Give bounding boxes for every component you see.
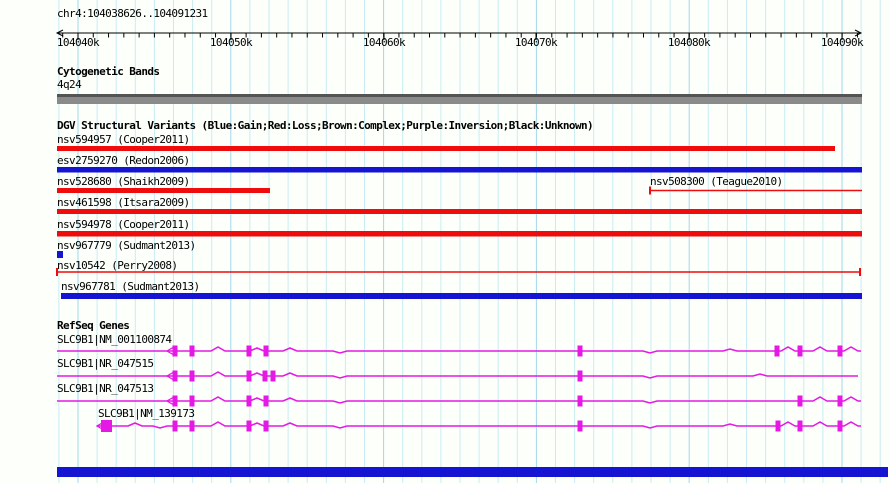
gene-label-SLC9B1-NM_001100874: SLC9B1|NM_001100874 <box>57 333 172 346</box>
gene-exon <box>247 346 252 357</box>
section-title-cytogenetic-bands: Cytogenetic Bands <box>57 65 160 78</box>
gene-exon <box>247 371 252 382</box>
variant-label-nsv967781: nsv967781 (Sudmant2013) <box>61 280 200 293</box>
gene-exon <box>263 371 268 382</box>
variant-label-nsv594978: nsv594978 (Cooper2011) <box>57 218 190 231</box>
variant-bar-nsv528680[interactable] <box>57 188 270 193</box>
gene-model-SLC9B1-NM_001100874[interactable] <box>57 346 861 357</box>
cytoband-bar-edge <box>57 94 862 97</box>
gene-exon <box>798 396 803 407</box>
gene-exon <box>838 346 843 357</box>
gene-exon <box>578 371 583 382</box>
gene-intron-line <box>57 397 861 403</box>
ruler-tick-label: 104050k <box>209 36 253 49</box>
gene-exon <box>775 346 780 357</box>
gene-exon <box>578 346 583 357</box>
gene-model-SLC9B1-NR_047515[interactable] <box>57 371 858 382</box>
gene-exon <box>271 371 276 382</box>
gene-exon <box>798 421 803 432</box>
variant-bar-nsv967781[interactable] <box>61 293 862 299</box>
ruler-tick-label: 104040k <box>56 36 100 49</box>
variant-label-nsv967779: nsv967779 (Sudmant2013) <box>57 239 196 252</box>
gene-terminal-exon <box>101 420 112 432</box>
variant-bar-nsv594957[interactable] <box>57 146 835 151</box>
variant-label-nsv10542: nsv10542 (Perry2008) <box>57 259 178 272</box>
section-title-refseq-genes: RefSeq Genes <box>57 319 130 332</box>
cytoband-name-label: 4q24 <box>57 78 82 91</box>
ruler-tick-label: 104090k <box>820 36 864 49</box>
variant-bar-nsv967779[interactable] <box>57 251 63 258</box>
gene-intron-line <box>57 347 861 353</box>
variant-label-esv2759270: esv2759270 (Redon2006) <box>57 154 190 167</box>
gene-exon <box>173 421 178 432</box>
gene-label-SLC9B1-NM_139173: SLC9B1|NM_139173 <box>98 407 195 420</box>
variant-label-nsv461598: nsv461598 (Itsara2009) <box>57 196 190 209</box>
gene-exon <box>264 396 269 407</box>
gene-exon <box>173 396 178 407</box>
gene-exon <box>247 396 252 407</box>
gene-exon <box>264 421 269 432</box>
section-title-dgv-structural-variants: DGV Structural Variants (Blue:Gain;Red:Loss;Brown:Complex;Purple:Inversion;Black:Unknown) <box>57 119 594 132</box>
region-coordinates: chr4:104038626..104091231 <box>57 7 208 20</box>
ruler-tick-label: 104070k <box>514 36 558 49</box>
gene-exon <box>578 421 583 432</box>
variant-label-nsv508300: nsv508300 (Teague2010) <box>650 175 783 188</box>
ruler-tick-label: 104060k <box>362 36 406 49</box>
gene-model-SLC9B1-NR_047513[interactable] <box>57 396 861 407</box>
variant-bar-esv2759270[interactable] <box>57 167 862 173</box>
gene-exon <box>190 371 195 382</box>
gene-exon <box>264 346 269 357</box>
gene-exon <box>838 421 843 432</box>
gene-exon <box>776 421 781 432</box>
gene-exon <box>173 346 178 357</box>
gene-label-SLC9B1-NR_047513: SLC9B1|NR_047513 <box>57 382 154 395</box>
gene-exon <box>838 396 843 407</box>
gene-exon <box>578 396 583 407</box>
gene-exon <box>190 421 195 432</box>
gene-exon <box>173 371 178 382</box>
variant-bar-nsv461598[interactable] <box>57 209 862 214</box>
gene-exon <box>190 346 195 357</box>
gene-label-SLC9B1-NR_047515: SLC9B1|NR_047515 <box>57 357 154 370</box>
gene-exon <box>190 396 195 407</box>
variant-label-nsv594957: nsv594957 (Cooper2011) <box>57 133 190 146</box>
gene-exon <box>247 421 252 432</box>
gene-exon <box>798 346 803 357</box>
variant-label-nsv528680: nsv528680 (Shaikh2009) <box>57 175 190 188</box>
bottom-blue-bar <box>57 467 888 477</box>
variant-bar-nsv594978[interactable] <box>57 231 862 237</box>
ruler-tick-label: 104080k <box>667 36 711 49</box>
